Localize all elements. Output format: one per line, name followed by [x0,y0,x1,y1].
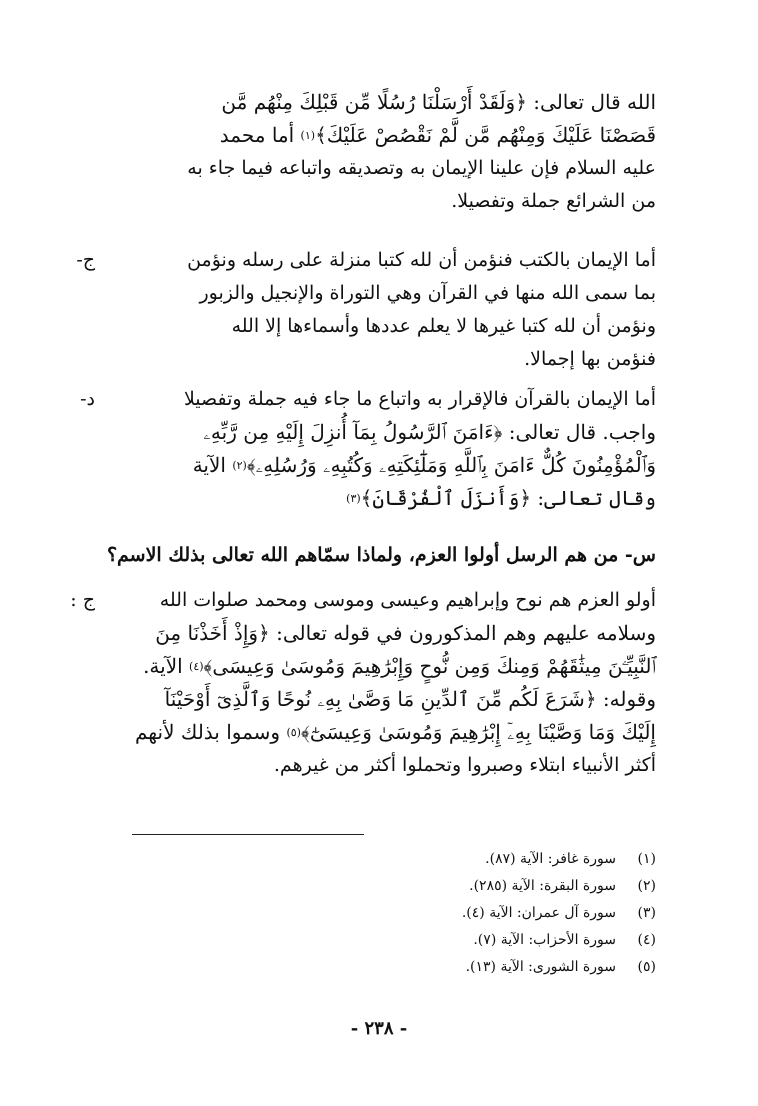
page-number: - ٢٣٨ - [350,1018,408,1039]
question-heading [96,537,656,573]
answer-line-5-tail: وسموا بذلك لأنهم [134,720,287,744]
section-d-line-3-tail: الآية [192,453,233,477]
footnote-ref-2: (٢) [232,459,247,472]
footnote-number: (٣) [637,905,656,921]
section-j-line-4: فنؤمن بها إجمالا. [524,348,656,370]
intro-line-1: الله قال تعالى: ﴿وَلَقَدْ أَرْسَلْنَا رُسُلًا مِّن قَبْلِكَ مِنْهُم مَّن [221,90,656,114]
answer-label: ج : [70,589,95,611]
footnote-number: (٤) [637,932,656,948]
quran-verse: قَصَصْنَا عَلَيْكَ وَمِنْهُم مَّن لَّمْ نَقْصُصْ عَلَيْكَ﴾ [315,123,656,147]
section-j-line-3: ونؤمن أن لله كتبا غيرها لا يعلم عددها وأسماءها إلا الله [231,315,656,337]
section-d-paragraph [104,383,656,515]
quran-verse: وَٱلْمُؤْمِنُونَ كُلٌّ ءَامَنَ بِٱللَّهِ وَمَلَٰٓئِكَتِهِۦ وَكُتُبِهِۦ وَرُسُلِهِۦ﴾ [246,453,656,477]
answer-paragraph [104,584,656,782]
footnote-ref-1: (١) [300,129,316,142]
footnote-4 [473,927,656,954]
section-d-line-1: أما الإيمان بالقرآن فالإقرار به واتباع ما جاء فيه جملة وتفصيلا [183,388,656,410]
footnote-text: سورة البقرة: الآية (٢٨٥). [469,878,616,894]
intro-line-2-tail: أما محمد [219,123,301,147]
intro-line-3: عليه السلام فإن علينا الإيمان به وتصديقه واتباعه فيما جاء به [187,157,656,179]
answer-line-5 [104,716,656,749]
section-d-line-2: واجب. قال تعالى: ﴿ءَامَنَ ٱلرَّسُولُ بِمَآ أُنزِلَ إِلَيْهِ مِن رَّبِّهِۦ [203,420,656,444]
section-j-paragraph [104,244,656,376]
answer-line-1: أولو العزم هم نوح وإبراهيم وعيسى وموسى ومحمد صلوات الله [159,589,656,611]
section-j-line-1: أما الإيمان بالكتب فنؤمن أن لله كتبا منزلة على رسله ونؤمن [187,249,656,271]
section-d-line-3 [104,449,656,482]
footnote-text: سورة الشورى: الآية (١٣). [465,959,616,975]
footnote-3 [462,900,656,927]
intro-line-4: من الشرائع جملة وتفصيلا. [451,190,656,212]
answer-line-3-tail: الآية. [143,654,190,678]
answer-line-3 [104,650,656,683]
answer-line-2: وسلامه عليهم وهم المذكورون في قوله تعالى: ﴿وَإِذْ أَخَذْنَا مِنَ [155,621,656,645]
section-d-line-4 [104,482,656,515]
question-label: س- [624,544,656,566]
footnote-number: (١) [637,851,656,867]
section-j-label: ج- [76,249,95,271]
section-d-label: د- [80,388,95,410]
footnote-1 [485,846,656,873]
answer-line-6: أكثر الأنبياء ابتلاء وصبروا وتحملوا أكثر من غيرهم. [273,754,656,776]
footnote-2 [469,873,656,900]
footnote-text: سورة آل عمران: الآية (٤). [461,905,616,921]
footnote-divider [132,834,364,835]
intro-line-2 [96,119,656,152]
intro-paragraph [96,86,656,218]
footnote-text: سورة الأحزاب: الآية (٧). [473,932,616,948]
footnote-ref-5: (٥) [286,726,301,739]
quran-verse: ٱلنَّبِيِّـۧنَ مِيثَٰقَهُمْ وَمِنكَ وَمِن نُّوحٍ وَإِبْرَٰهِيمَ وَمُوسَىٰ وَعِيسَى﴾ [203,654,656,678]
question-line [96,537,656,573]
footnote-text: سورة غافر: الآية (٨٧). [485,851,616,867]
footnote-number: (٢) [637,878,656,894]
answer-line-4: وقوله: ﴿شَرَعَ لَكُم مِّنَ ٱلدِّينِ مَا وَصَّىٰ بِهِۦ نُوحًا وَٱلَّذِىٓ أَوْحَيْنَآ [164,687,656,711]
footnote-number: (٥) [637,959,656,975]
quran-verse: إِلَيْكَ وَمَا وَصَّيْنَا بِهِۦٓ إِبْرَٰهِيمَ وَمُوسَىٰ وَعِيسَىٰٓ﴾ [300,720,656,744]
section-j-line-2: بما سمى الله منها في القرآن وهي التوراة والإنجيل والزبور [199,282,656,304]
footnote-5 [466,954,656,981]
question-text: من هم الرسل أولوا العزم، ولماذا سمّاهم الله تعالى بذلك الاسم؟ [106,544,619,566]
footnote-ref-3: (٣) [346,492,361,505]
footnote-ref-4: (٤) [189,660,204,673]
quran-verse: وقال تعالى: ﴿وَأَنزَلَ ٱلْفُرْقَانَ﴾ [360,486,656,510]
